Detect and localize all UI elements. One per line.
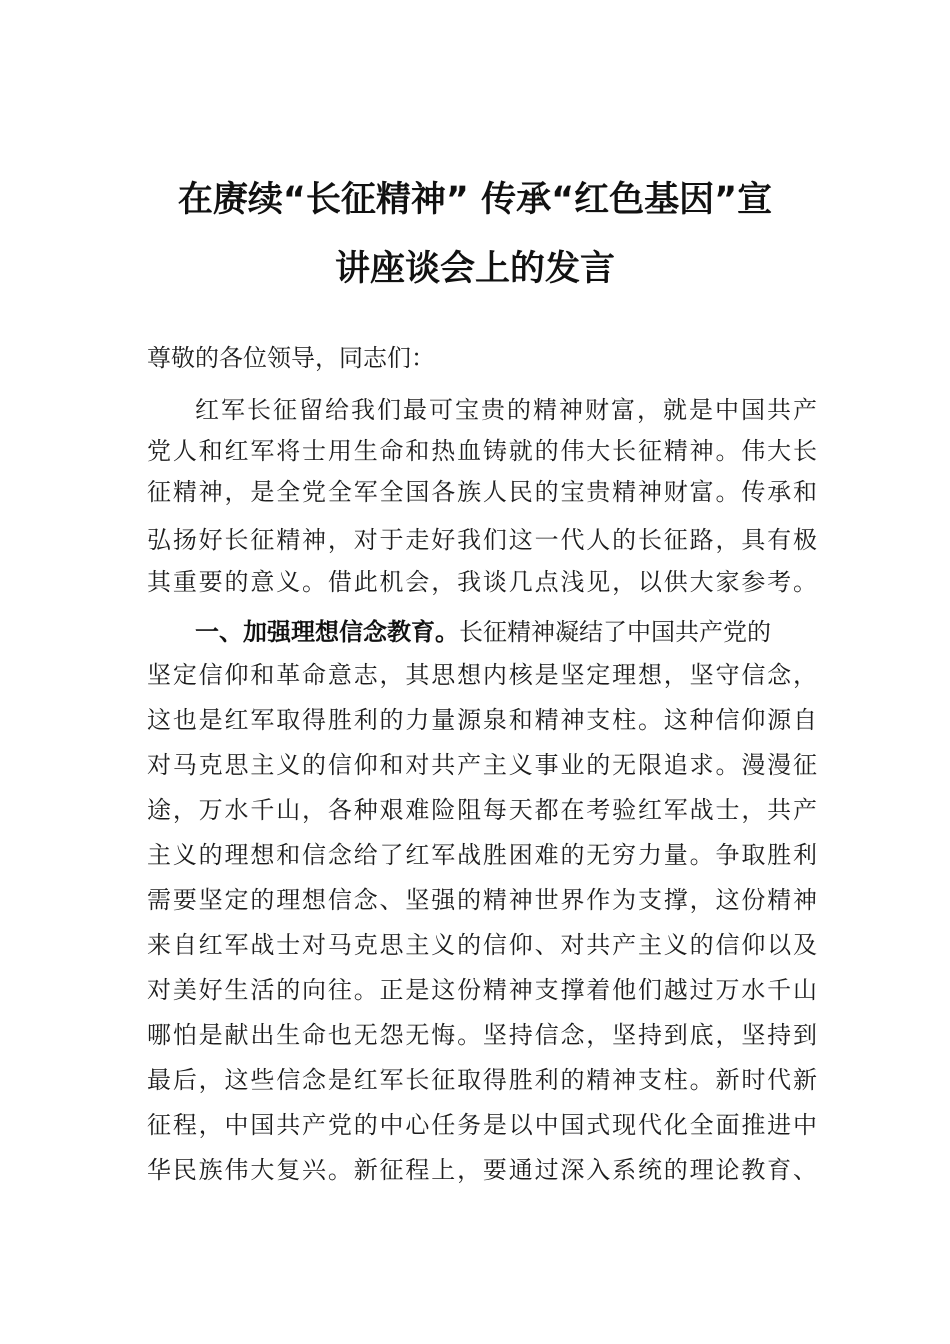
section-1-line: 华民族伟大复兴。新征程上，要通过深入系统的理论教育、 [147,1156,817,1184]
section-1-line: 来自红军战士对马克思主义的信仰、对共产主义的信仰以及 [147,931,817,959]
section-1-heading: 一、加强理想信念教育。 [195,618,459,646]
section-1-line: 需要坚定的理想信念、坚强的精神世界作为支撑，这份精神 [147,886,817,914]
paragraph-1-line: 征精神，是全党全军全国各族人民的宝贵精神财富。传承和 [147,478,817,506]
section-1-line: 坚定信仰和革命意志，其思想内核是坚定理想，坚守信念， [147,661,817,689]
salutation: 尊敬的各位领导，同志们： [147,344,435,372]
paragraph-1-line: 其重要的意义。借此机会，我谈几点浅见，以供大家参考。 [147,568,817,596]
section-1-first-line [195,617,817,647]
section-1-line: 主义的理想和信念给了红军战胜困难的无穷力量。争取胜利 [147,841,817,869]
section-1-line: 对马克思主义的信仰和对共产主义事业的无限追求。漫漫征 [147,751,817,779]
section-1-first-line-text: 长征精神凝结了中国共产党的 [459,618,771,646]
section-1-line: 途，万水千山，各种艰难险阻每天都在考验红军战士，共产 [147,796,817,824]
section-1-line: 这也是红军取得胜利的力量源泉和精神支柱。这种信仰源自 [147,706,817,734]
section-1-line: 征程，中国共产党的中心任务是以中国式现代化全面推进中 [147,1111,817,1139]
section-1-line: 哪怕是献出生命也无怨无悔。坚持信念，坚持到底，坚持到 [147,1021,817,1049]
paragraph-1-line: 弘扬好长征精神，对于走好我们这一代人的长征路，具有极 [147,526,817,554]
section-1-line: 对美好生活的向往。正是这份精神支撑着他们越过万水千山 [147,976,817,1004]
document-title-line-2: 讲座谈会上的发言 [334,249,615,289]
paragraph-1-line: 红军长征留给我们最可宝贵的精神财富，就是中国共产 [195,396,817,424]
paragraph-1-line: 党人和红军将士用生命和热血铸就的伟大长征精神。伟大长 [147,437,817,465]
document-title-line-1: 在赓续“长征精神” 传承“红色基因”宣 [177,180,773,220]
section-1-line: 最后，这些信念是红军长征取得胜利的精神支柱。新时代新 [147,1066,817,1094]
